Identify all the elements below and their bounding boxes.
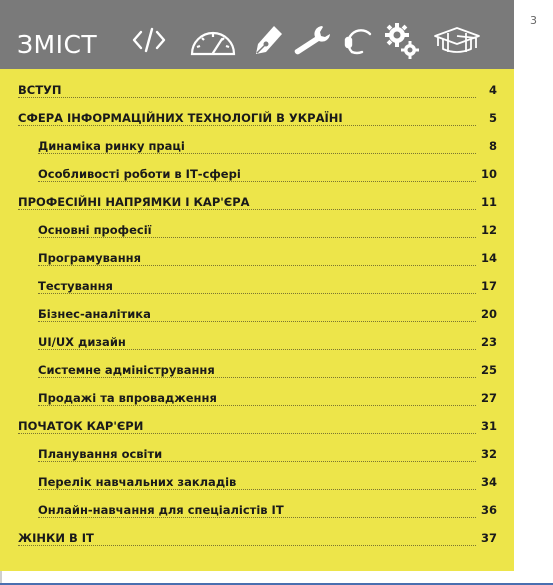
toc-entry-page: 27 xyxy=(478,391,497,405)
speedometer-icon xyxy=(188,22,238,58)
toc-entry[interactable] xyxy=(0,194,514,214)
dot-leader xyxy=(38,405,476,406)
toc-entry[interactable] xyxy=(0,138,514,158)
toc-entry[interactable] xyxy=(0,82,514,102)
toc-entry-label: Системне адміністрування xyxy=(38,363,218,377)
dot-leader xyxy=(18,125,476,126)
toc-entry[interactable] xyxy=(0,446,514,466)
toc-entry[interactable] xyxy=(0,110,514,130)
toc-entry-label: Особливості роботи в ІТ-сфері xyxy=(38,167,244,181)
toc-entry-label: Перелік навчальних закладів xyxy=(38,475,239,489)
toc-entry-page: 10 xyxy=(478,167,497,181)
toc-entry-label: ЖІНКИ В ІТ xyxy=(18,531,97,545)
toc-entry-label: Онлайн-навчання для спеціалістів ІТ xyxy=(38,503,287,517)
dot-leader xyxy=(18,433,476,434)
toc-entry-page: 32 xyxy=(478,447,497,461)
page-title: ЗМІСТ xyxy=(17,30,98,59)
graduation-cap-icon xyxy=(432,22,482,58)
toc-header xyxy=(0,0,514,69)
toc-entry-page: 25 xyxy=(478,363,497,377)
gears-icon xyxy=(384,22,420,60)
toc-entry-label: Основні професії xyxy=(38,223,155,237)
dot-leader xyxy=(38,377,476,378)
toc-entry-page: 36 xyxy=(478,503,497,517)
toc-entry-label: ПОЧАТОК КАР'ЄРИ xyxy=(18,419,146,433)
pen-nib-icon xyxy=(252,22,284,58)
dot-leader xyxy=(38,489,476,490)
toc-entry-label: Динаміка ринку праці xyxy=(38,139,188,153)
toc-entry-label: ВСТУП xyxy=(18,83,65,97)
dot-leader xyxy=(18,545,476,546)
toc-entry-page: 31 xyxy=(478,419,497,433)
toc-entry[interactable] xyxy=(0,250,514,270)
toc-entry-label: Продажі та впровадження xyxy=(38,391,220,405)
toc-entry[interactable] xyxy=(0,222,514,242)
toc-entry-page: 20 xyxy=(478,307,497,321)
wrench-icon xyxy=(290,22,334,58)
dot-leader xyxy=(38,237,476,238)
toc-entry-page: 12 xyxy=(478,223,497,237)
toc-entry-page: 17 xyxy=(478,279,497,293)
dot-leader xyxy=(38,517,476,518)
toc-entry[interactable] xyxy=(0,502,514,522)
toc-entry[interactable] xyxy=(0,390,514,410)
toc-entry-page: 4 xyxy=(486,83,497,97)
headset-icon xyxy=(342,22,376,58)
toc-entry[interactable] xyxy=(0,362,514,382)
dot-leader xyxy=(18,209,476,210)
toc-entry[interactable] xyxy=(0,306,514,326)
dot-leader xyxy=(38,321,476,322)
dot-leader xyxy=(38,461,476,462)
toc-entry-label: UI/UX дизайн xyxy=(38,335,129,349)
toc-entry[interactable] xyxy=(0,474,514,494)
toc-entry-page: 5 xyxy=(486,111,497,125)
toc-entry-page: 8 xyxy=(486,139,497,153)
dot-leader xyxy=(38,181,476,182)
toc-entry-label: Планування освіти xyxy=(38,447,165,461)
toc-entry-page: 14 xyxy=(478,251,497,265)
dot-leader xyxy=(18,97,476,98)
dot-leader xyxy=(38,293,476,294)
toc-entry[interactable] xyxy=(0,418,514,438)
toc-entry[interactable] xyxy=(0,334,514,354)
toc-entry-label: Програмування xyxy=(38,251,144,265)
dot-leader xyxy=(38,349,476,350)
toc-entry-label: Тестування xyxy=(38,279,116,293)
toc-entry[interactable] xyxy=(0,530,514,550)
toc-entry[interactable] xyxy=(0,278,514,298)
toc-entry-page: 23 xyxy=(478,335,497,349)
dot-leader xyxy=(38,153,476,154)
page-number: 3 xyxy=(530,14,537,27)
toc-entry-page: 34 xyxy=(478,475,497,489)
toc-entry-page: 37 xyxy=(478,531,497,545)
code-icon xyxy=(131,22,167,58)
toc-entry[interactable] xyxy=(0,166,514,186)
toc-entry-label: Бізнес-аналітика xyxy=(38,307,154,321)
dot-leader xyxy=(38,265,476,266)
toc-entry-label: ПРОФЕСІЙНІ НАПРЯМКИ І КАР'ЄРА xyxy=(18,195,253,209)
toc-panel xyxy=(0,69,514,571)
toc-entry-label: СФЕРА ІНФОРМАЦІЙНИХ ТЕХНОЛОГІЙ В УКРАЇНІ xyxy=(18,111,346,125)
toc-entry-page: 11 xyxy=(478,195,497,209)
